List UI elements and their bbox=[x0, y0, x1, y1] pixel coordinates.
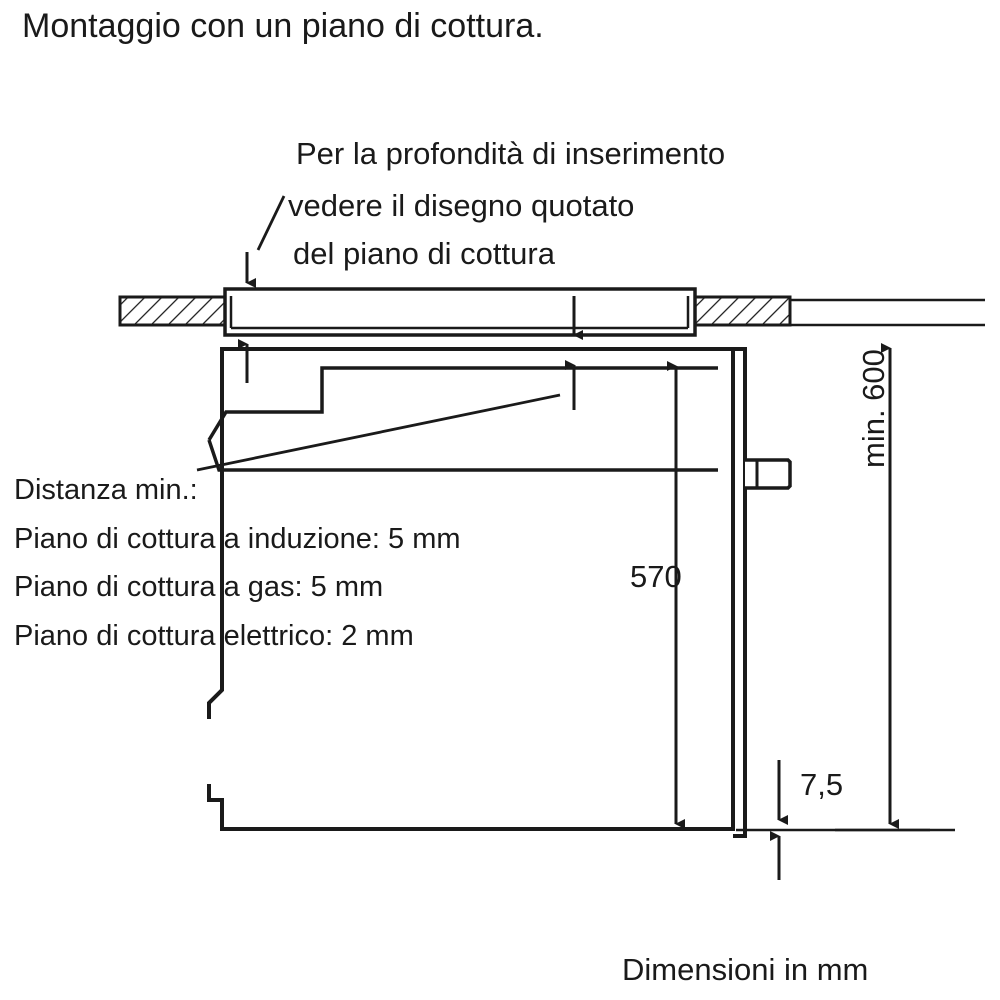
min-distance-electric: Piano di cottura elettrico: 2 mm bbox=[14, 620, 414, 652]
worktop-right-hatch bbox=[695, 297, 790, 325]
hob-note-line-1: Per la profondità di inserimento bbox=[296, 136, 726, 171]
hob-note-line-3: del piano di cottura bbox=[293, 236, 555, 271]
hob-note-leader bbox=[247, 196, 284, 283]
hob-body bbox=[225, 289, 695, 335]
dimension-label-oven-height: 570 bbox=[630, 559, 682, 594]
page-title: Montaggio con un piano di cottura. bbox=[22, 7, 544, 45]
min-distance-induction: Piano di cottura a induzione: 5 mm bbox=[14, 523, 461, 555]
oven-top-deflector bbox=[209, 368, 718, 470]
hob-note-line-2: vedere il disegno quotato bbox=[288, 188, 635, 223]
dimension-min-600 bbox=[835, 348, 955, 830]
min-distance-heading: Distanza min.: bbox=[14, 474, 198, 506]
oven-handle bbox=[745, 460, 790, 488]
units-note: Dimensioni in mm bbox=[622, 952, 869, 987]
min-distance-gas: Piano di cottura a gas: 5 mm bbox=[14, 571, 384, 603]
oven-body-outline bbox=[209, 349, 745, 836]
worktop-top-extension-line bbox=[790, 300, 985, 325]
min-distance-leader bbox=[197, 395, 560, 470]
dimension-label-gap-bottom: 7,5 bbox=[800, 767, 844, 802]
dimension-7-5 bbox=[736, 760, 930, 880]
worktop-left-hatch bbox=[120, 297, 225, 325]
dimension-label-niche-height: min. 600 bbox=[856, 349, 891, 468]
